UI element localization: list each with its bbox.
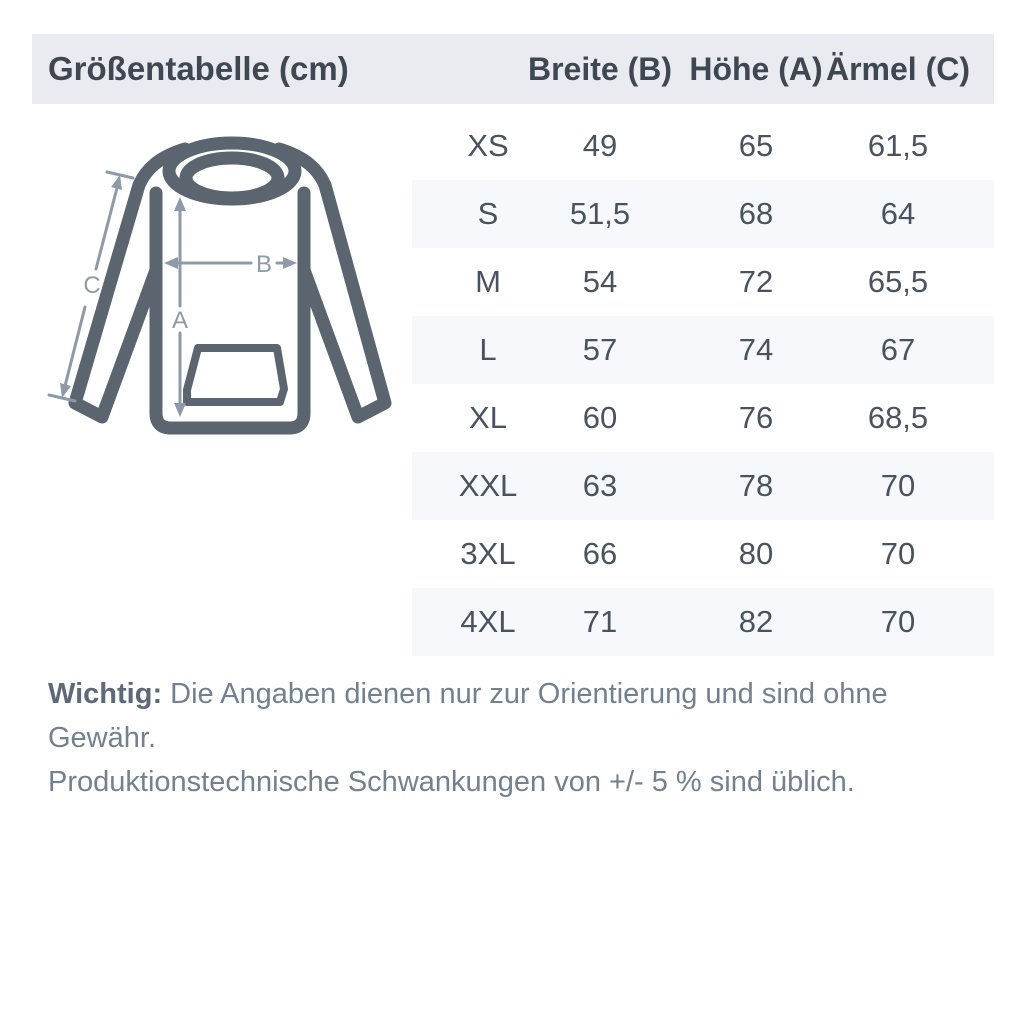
cell-aermel: 67: [880, 332, 916, 367]
cell-hoehe: 65: [738, 128, 774, 163]
cell-hoehe: 72: [738, 264, 774, 299]
table-row-xs: [412, 112, 994, 180]
note-text-2: Produktionstechnische Schwankungen von +/- 5 % sind üblich.: [48, 766, 855, 798]
table-row-s: [412, 180, 994, 248]
table-row-l: [412, 316, 994, 384]
header-bar: [32, 34, 994, 104]
cell-hoehe: 80: [738, 536, 774, 571]
hoodie-outline-icon: [75, 143, 385, 428]
cell-aermel: 70: [880, 604, 916, 639]
cell-hoehe: 82: [738, 604, 774, 639]
cell-hoehe: 68: [738, 196, 774, 231]
column-header-breite: Breite (B): [527, 51, 673, 87]
measure-arrow-width: [164, 251, 297, 278]
note-lead: Wichtig:: [48, 678, 163, 710]
cell-size: XXL: [458, 468, 518, 503]
cell-breite: 51,5: [569, 196, 631, 231]
column-header-aermel: Ärmel (C): [825, 51, 971, 87]
label-b: B: [255, 251, 273, 278]
cell-breite: 63: [582, 468, 618, 503]
cell-hoehe: 74: [738, 332, 774, 367]
cell-size: XL: [469, 400, 507, 435]
table-row-3xl: [412, 520, 994, 588]
note-line-1: [48, 672, 978, 760]
note-text-1: Die Angaben dienen nur zur Orientierung und sind ohne Gewähr.: [48, 678, 888, 754]
cell-aermel: 70: [880, 468, 916, 503]
cell-aermel: 61,5: [867, 128, 929, 163]
cell-aermel: 64: [880, 196, 916, 231]
cell-aermel: 70: [880, 536, 916, 571]
table-row-xl: [412, 384, 994, 452]
cell-breite: 60: [582, 400, 618, 435]
cell-aermel: 65,5: [867, 264, 929, 299]
cell-hoehe: 76: [738, 400, 774, 435]
cell-breite: 54: [582, 264, 618, 299]
cell-hoehe: 78: [738, 468, 774, 503]
cell-size: S: [477, 196, 499, 231]
disclaimer-note: [48, 672, 978, 804]
label-a: A: [171, 307, 189, 334]
cell-breite: 49: [582, 128, 618, 163]
table-row-xxl: [412, 452, 994, 520]
cell-size: L: [479, 332, 497, 367]
cell-size: M: [475, 264, 501, 299]
size-table: [412, 112, 994, 656]
hoodie-measurement-diagram: [35, 125, 425, 455]
table-row-4xl: [412, 588, 994, 656]
column-header-hoehe: Höhe (A): [689, 51, 823, 87]
cell-size: 4XL: [460, 604, 516, 639]
cell-size: 3XL: [460, 536, 516, 571]
cell-breite: 66: [582, 536, 618, 571]
cell-breite: 71: [582, 604, 618, 639]
table-row-m: [412, 248, 994, 316]
page-title: Größentabelle (cm): [48, 50, 349, 87]
cell-size: XS: [467, 128, 509, 163]
cell-breite: 57: [582, 332, 618, 367]
note-line-2: [48, 760, 978, 804]
cell-aermel: 68,5: [867, 400, 929, 435]
label-c: C: [83, 272, 101, 299]
